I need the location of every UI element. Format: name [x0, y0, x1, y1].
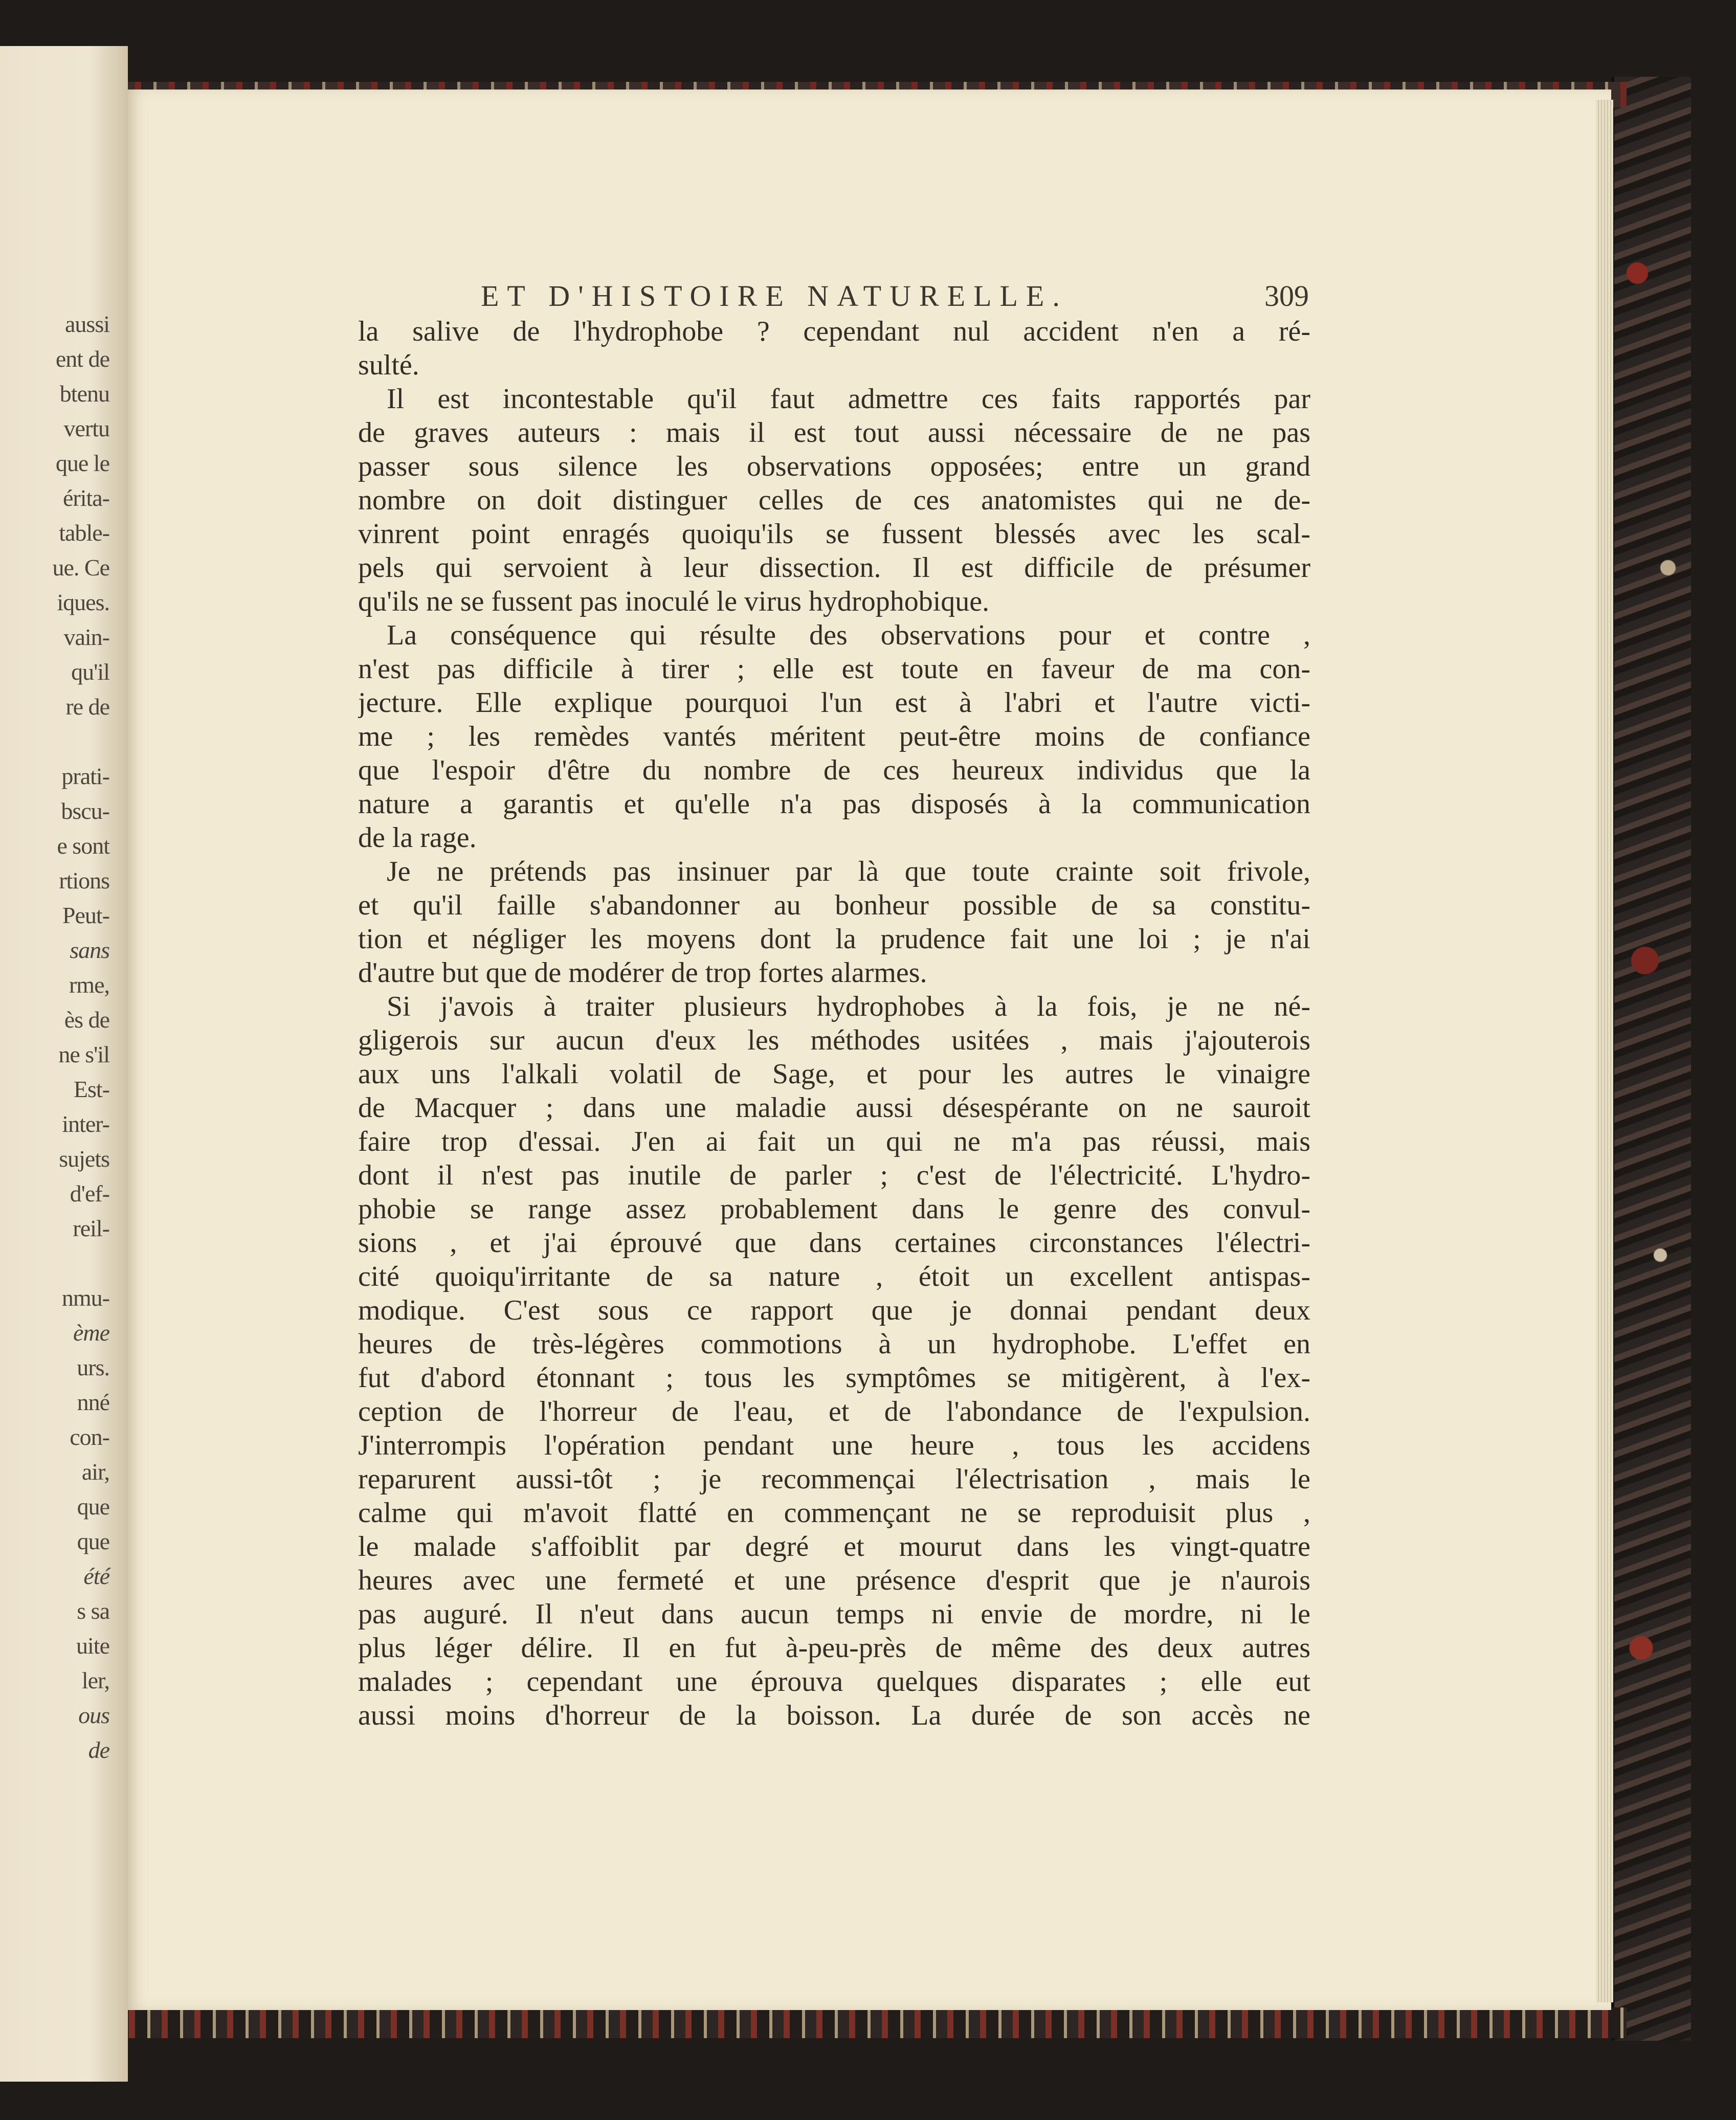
left-page-fragment: vertu: [63, 415, 109, 441]
text-line: La conséquence qui résulte des observations pour et contre ,: [387, 619, 1310, 651]
text-line: vinrent point enragés quoiqu'ils se fussent blessés avec les scal-: [358, 518, 1310, 550]
page-edges: [1596, 100, 1613, 2002]
left-page-fragment: Est-: [73, 1076, 109, 1102]
left-page-fragment: d'ef-: [70, 1180, 109, 1207]
left-page-fragment: aussi: [65, 311, 109, 337]
left-page-fragment: ue. Ce: [52, 554, 109, 581]
left-page-text-column: [52, 307, 109, 1768]
text-line: de la rage.: [358, 822, 477, 854]
text-line: n'est pas difficile à tirer ; elle est toute en faveur de ma con-: [358, 653, 1310, 685]
left-page-fragment: été: [83, 1563, 109, 1589]
text-line: ception de l'horreur de l'eau, et de l'abondance de l'expulsion.: [358, 1396, 1310, 1427]
left-page-fragment: érita-: [62, 485, 109, 511]
text-line: la salive de l'hydrophobe ? cependant nul accident n'en a ré-: [358, 316, 1310, 347]
text-line: modique. C'est sous ce rapport que je donnai pendant deux: [358, 1295, 1310, 1326]
left-page-fragment: prati-: [61, 763, 109, 789]
text-line: qu'ils ne se fussent pas inoculé le virus hydrophobique.: [358, 586, 990, 617]
left-page-fragment: iques.: [57, 589, 109, 615]
text-line: malades ; cependant une éprouva quelques disparates ; elle eut: [358, 1666, 1310, 1698]
left-page-fragment: Peut-: [62, 902, 109, 928]
left-page-fragment: ler,: [81, 1667, 109, 1693]
left-page-fragment: sans: [70, 937, 109, 963]
text-line: faire trop d'essai. J'en ai fait un qui ne m'a pas réussi, mais: [358, 1126, 1310, 1157]
left-page-fragment: btenu: [59, 381, 109, 407]
left-page-fragment: ème: [73, 1320, 109, 1346]
text-line: gligerois sur aucun d'eux les méthodes usitées , mais j'ajouterois: [358, 1024, 1310, 1056]
left-page-fragment: bscu-: [61, 798, 109, 824]
left-page-fragment: qu'il: [71, 659, 109, 685]
text-line: tion et négliger les moyens dont la prudence fait une loi ; je n'ai: [358, 923, 1310, 955]
left-page-fragment: que: [77, 1528, 109, 1554]
text-line: reparurent aussi-tôt ; je recommençai l'électrisation , mais le: [358, 1463, 1310, 1495]
text-line: aussi moins d'horreur de la boisson. La durée de son accès ne: [358, 1700, 1310, 1731]
text-line: nombre on doit distinguer celles de ces anatomistes qui ne de-: [358, 484, 1310, 516]
left-page-fragment: air,: [81, 1459, 109, 1485]
left-page-fragment: table-: [59, 520, 109, 546]
text-line: Il est incontestable qu'il faut admettre ces faits rapportés par: [387, 383, 1310, 415]
text-line: Si j'avois à traiter plusieurs hydrophobes à la fois, je ne né-: [387, 991, 1310, 1022]
left-page-fragment: inter-: [62, 1111, 109, 1137]
left-page-fragment: e sont: [57, 833, 109, 859]
text-line: me ; les remèdes vantés méritent peut-être moins de confiance: [358, 721, 1310, 752]
left-page-fragment: reil-: [73, 1215, 109, 1241]
left-page-fragment: [52, 724, 109, 759]
left-page-fragment: que: [77, 1493, 109, 1520]
left-page-fragment: ne s'il: [58, 1041, 109, 1067]
left-page-fragment: urs.: [77, 1354, 109, 1380]
text-line: de Macquer ; dans une maladie aussi désespérante on ne sauroit: [358, 1092, 1310, 1124]
left-page-fragment: que le: [55, 450, 109, 476]
marbled-cover-right: [1611, 77, 1691, 2041]
left-page-fragment: re de: [65, 694, 109, 720]
left-page-fragment: nmu-: [61, 1285, 109, 1311]
text-line: Je ne prétends pas insinuer par là que toute crainte soit frivole,: [387, 856, 1310, 887]
marbled-cover-bottom: [118, 2007, 1627, 2038]
left-page-fragment: ous: [78, 1702, 109, 1728]
left-page-fragment: sujets: [59, 1146, 109, 1172]
text-line: calme qui m'avoit flatté en commençant ne se reproduisit plus ,: [358, 1497, 1310, 1529]
body-text: [358, 315, 1310, 1732]
text-line: pels qui servoient à leur dissection. Il est difficile de présumer: [358, 552, 1310, 584]
left-page-fragment: con-: [70, 1424, 109, 1450]
text-line: nature a garantis et qu'elle n'a pas disposés à la communication: [358, 788, 1310, 820]
left-page-fragment: rme,: [69, 972, 109, 998]
text-line: de graves auteurs : mais il est tout aussi nécessaire de ne pas: [358, 417, 1310, 449]
left-page-fragment: s sa: [77, 1598, 109, 1624]
left-page-fragment: vain-: [63, 624, 109, 650]
text-line: sulté.: [358, 349, 419, 381]
text-line: pas auguré. Il n'eut dans aucun temps ni envie de mordre, ni le: [358, 1598, 1310, 1630]
left-page-fragment: [52, 1246, 109, 1281]
page-number: 309: [1264, 279, 1309, 313]
text-line: d'autre but que de modérer de trop fortes alarmes.: [358, 957, 927, 989]
text-line: heures de très-légères commotions à un hydrophobe. L'effet en: [358, 1328, 1310, 1360]
text-line: jecture. Elle explique pourquoi l'un est à l'abri et l'autre victi-: [358, 687, 1310, 719]
text-line: sions , et j'ai éprouvé que dans certaines circonstances l'électri-: [358, 1227, 1310, 1259]
text-line: le malade s'affoiblit par degré et mourut dans les vingt-quatre: [358, 1531, 1310, 1563]
left-page-fragment: rtions: [59, 867, 109, 894]
text-line: aux uns l'alkali volatil de Sage, et pour les autres le vinaigre: [358, 1058, 1310, 1090]
running-header: ET D'HISTOIRE NATURELLE.: [481, 279, 1068, 313]
left-page-fragment: ès de: [64, 1007, 109, 1033]
left-page-fragment: nné: [77, 1389, 109, 1415]
left-page-fragment: de: [88, 1737, 109, 1763]
text-line: et qu'il faille s'abandonner au bonheur possible de sa constitu-: [358, 889, 1310, 921]
text-line: fut d'abord étonnant ; tous les symptômes se mitigèrent, à l'ex-: [358, 1362, 1310, 1394]
text-line: phobie se range assez probablement dans le genre des convul-: [358, 1193, 1310, 1225]
left-facing-page: [0, 46, 128, 2082]
text-line: heures avec une fermeté et une présence d'esprit que je n'aurois: [358, 1565, 1310, 1596]
text-line: passer sous silence les observations opposées; entre un grand: [358, 451, 1310, 482]
text-line: J'interrompis l'opération pendant une heure , tous les accidens: [358, 1430, 1310, 1461]
text-line: que l'espoir d'être du nombre de ces heureux individus que la: [358, 754, 1310, 786]
text-line: plus léger délire. Il en fut à-peu-près de même des deux autres: [358, 1632, 1310, 1664]
text-line: dont il n'est pas inutile de parler ; c'est de l'électricité. L'hydro-: [358, 1159, 1310, 1191]
text-line: cité quoiqu'irritante de sa nature , étoit un excellent antispas-: [358, 1261, 1310, 1292]
left-page-fragment: uite: [76, 1633, 109, 1659]
left-page-fragment: ent de: [55, 346, 109, 372]
